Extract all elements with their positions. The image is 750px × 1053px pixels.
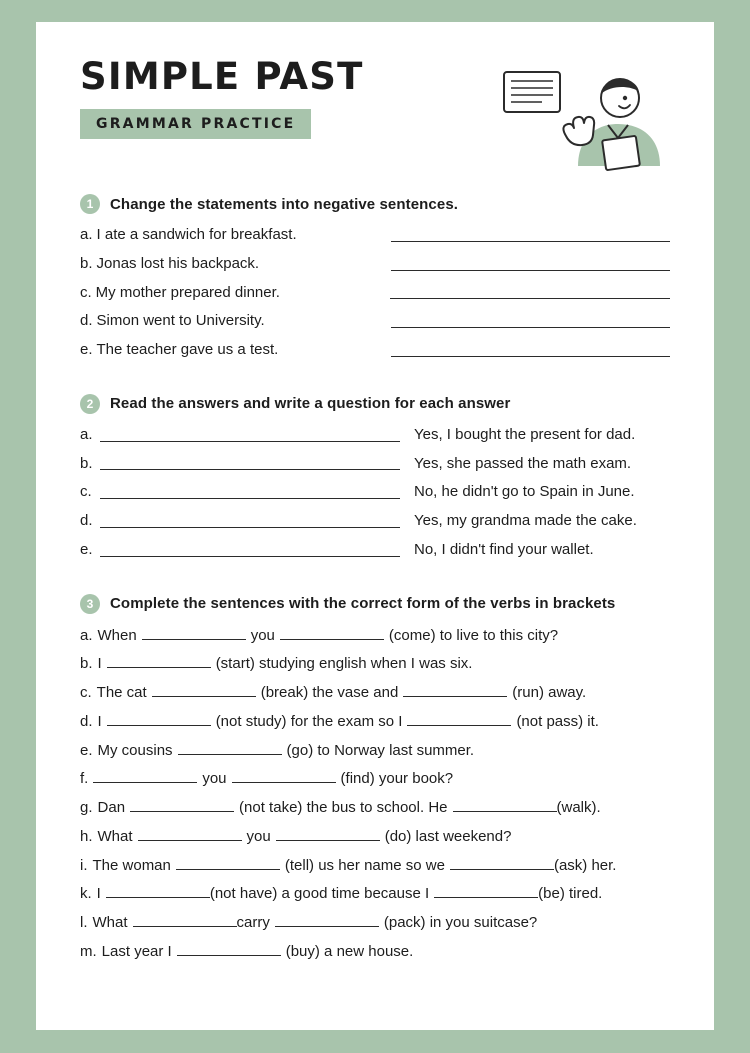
item-label: e. [80, 741, 93, 759]
fill-blank[interactable] [133, 913, 237, 927]
item-label: h. [80, 827, 93, 845]
given-answer: Yes, she passed the math exam. [414, 454, 632, 472]
subtitle-banner [80, 109, 311, 139]
item-text: Simon went to University. [96, 312, 265, 330]
exercise-item [80, 455, 670, 474]
item-label: l. [80, 914, 88, 931]
section-title: Complete the sentences with the correct form of the verbs in brackets [110, 595, 616, 612]
item-part-1: The woman [92, 856, 171, 874]
section-3-heading [80, 594, 670, 614]
item-part-1: When [97, 626, 137, 644]
fill-blank[interactable] [142, 626, 246, 640]
item-label: k. [80, 885, 92, 903]
fill-blank[interactable] [178, 741, 282, 755]
item-part-3: (not pass) it. [516, 712, 599, 730]
answer-line[interactable] [391, 327, 670, 328]
item-part-2: (tell) us her name so we [284, 856, 445, 874]
page-subtitle: GRAMMAR PRACTICE [96, 116, 296, 132]
section-2 [80, 394, 670, 560]
exercise-item [80, 884, 670, 904]
item-part-2: (break) the vase and [260, 684, 399, 701]
item-part-2: (not take) the bus to school. He [239, 799, 448, 816]
answer-line[interactable] [100, 527, 400, 528]
fill-blank[interactable] [107, 654, 211, 668]
item-part-2: (go) to Norway last summer. [286, 741, 475, 759]
exercise-item [80, 226, 670, 245]
fill-blank[interactable] [403, 683, 507, 697]
item-label: b. [80, 254, 93, 272]
item-part-1: My cousins [97, 741, 173, 759]
fill-blank[interactable] [280, 626, 384, 640]
item-part-2: you [250, 626, 275, 644]
item-part-1: I [97, 712, 102, 730]
item-label: b. [80, 655, 93, 673]
exercise-item [80, 741, 670, 761]
item-part-3: (do) last weekend? [384, 827, 512, 845]
section-title: Read the answers and write a question for each answer [110, 395, 511, 413]
item-part-2: (not have) a good time because I [209, 885, 430, 903]
item-part-2: you [246, 827, 271, 845]
item-text: The teacher gave us a test. [96, 341, 279, 358]
item-part-1: The cat [96, 684, 147, 701]
section-2-heading [80, 394, 670, 414]
item-label: g. [80, 799, 93, 816]
item-text: Jonas lost his backpack. [96, 254, 260, 272]
item-part-1: What [97, 827, 133, 845]
fill-blank[interactable] [232, 769, 336, 783]
item-part-1: Dan [97, 799, 126, 816]
item-part-1: I [97, 655, 102, 673]
answer-line[interactable] [100, 498, 400, 499]
section-number-badge: 2 [80, 394, 100, 414]
item-part-1: What [92, 914, 128, 931]
fill-blank[interactable] [177, 942, 281, 956]
fill-blank[interactable] [107, 712, 211, 726]
exercise-item [80, 341, 670, 360]
item-part-3: (ask) her. [553, 856, 617, 874]
worksheet-page [36, 22, 714, 1030]
exercise-item [80, 512, 670, 531]
fill-blank[interactable] [130, 798, 234, 812]
exercise-item [80, 827, 670, 847]
fill-blank[interactable] [276, 827, 380, 841]
exercise-item [80, 942, 670, 962]
item-part-3: (run) away. [512, 684, 587, 701]
item-part-3: (pack) in you suitcase? [383, 914, 538, 931]
exercise-item [80, 712, 670, 732]
exercise-item [80, 483, 670, 502]
section-3 [80, 594, 670, 962]
item-part-3: (come) to live to this city? [388, 626, 559, 644]
item-label: d. [80, 712, 93, 730]
item-label: e. [80, 341, 93, 358]
item-label: a. [80, 425, 93, 443]
section-number-badge: 3 [80, 594, 100, 614]
exercise-item [80, 284, 670, 303]
section-1-heading [80, 194, 670, 214]
exercise-item [80, 312, 670, 331]
answer-line[interactable] [100, 556, 400, 557]
exercise-item [80, 913, 670, 933]
section-number-badge: 1 [80, 194, 100, 214]
answer-line[interactable] [100, 469, 400, 470]
item-part-3: (walk). [556, 799, 601, 816]
fill-blank[interactable] [275, 913, 379, 927]
notebook-icon [504, 72, 560, 112]
exercise-item [80, 426, 670, 445]
item-text: I ate a sandwich for breakfast. [96, 226, 297, 243]
item-label: m. [80, 942, 97, 960]
item-part-2: (buy) a new house. [285, 942, 414, 960]
answer-line[interactable] [391, 270, 670, 271]
fill-blank[interactable] [138, 827, 242, 841]
item-label: c. [80, 283, 92, 301]
fill-blank[interactable] [407, 712, 511, 726]
section-1 [80, 194, 670, 360]
item-label: e. [80, 540, 93, 558]
item-label: f. [80, 770, 89, 788]
exercise-item [80, 541, 670, 560]
exercise-item [80, 683, 670, 703]
given-answer: Yes, my grandma made the cake. [414, 512, 637, 529]
item-part-2: (start) studying english when I was six. [215, 655, 473, 673]
answer-line[interactable] [391, 241, 670, 242]
item-part-3: (find) your book? [340, 770, 454, 788]
item-part-2: you [202, 770, 227, 788]
answer-line[interactable] [391, 356, 670, 357]
item-part-1: Last year I [101, 942, 172, 960]
exercise-item [80, 626, 670, 646]
section-title: Change the statements into negative sentences. [110, 195, 459, 213]
fill-blank[interactable] [176, 856, 280, 870]
item-label: a. [80, 226, 93, 243]
given-answer: No, he didn't go to Spain in June. [414, 483, 635, 501]
worksheet-header [80, 55, 670, 176]
given-answer: No, I didn't find your wallet. [414, 540, 594, 558]
person-figure [563, 79, 660, 170]
fill-blank[interactable] [434, 884, 538, 898]
item-label: d. [80, 512, 93, 529]
item-label: i. [80, 856, 88, 874]
item-part-2: (not study) for the exam so I [215, 712, 403, 730]
item-label: b. [80, 454, 93, 472]
item-label: c. [80, 684, 92, 701]
item-text: My mother prepared dinner. [95, 283, 280, 301]
fill-blank[interactable] [93, 769, 197, 783]
exercise-item [80, 654, 670, 674]
answer-line[interactable] [390, 298, 670, 299]
answer-line[interactable] [100, 441, 400, 442]
exercise-item [80, 798, 670, 818]
fill-blank[interactable] [450, 856, 554, 870]
fill-blank[interactable] [106, 884, 210, 898]
exercise-item [80, 856, 670, 876]
item-label: d. [80, 312, 93, 330]
student-illustration [500, 62, 670, 172]
fill-blank[interactable] [453, 798, 557, 812]
item-label: c. [80, 483, 92, 501]
fill-blank[interactable] [152, 683, 256, 697]
given-answer: Yes, I bought the present for dad. [414, 425, 636, 443]
item-label: a. [80, 626, 93, 644]
item-part-1: I [96, 885, 101, 903]
item-part-2: carry [236, 914, 270, 931]
exercise-item [80, 255, 670, 274]
exercise-item [80, 769, 670, 789]
item-part-3: (be) tired. [538, 885, 603, 903]
page-title: SIMPLE PAST [80, 55, 364, 98]
